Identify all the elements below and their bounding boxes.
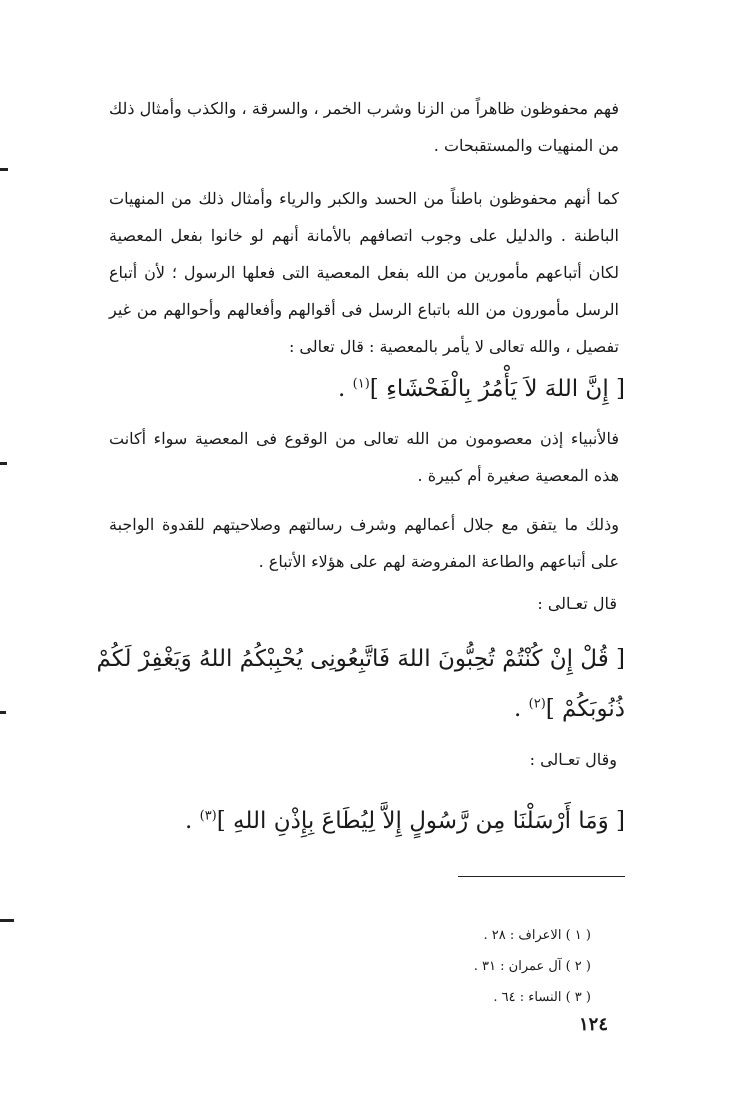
verse-text: [ قُلْ إِنْ كُنْتُمْ تُحِبُّونَ اللهَ فَاتَّبِعُونِى يُحْبِبْكُمُ اللهُ وَيَغْفِرْ لَكُمْ ذُنُوبَكُمْ ]	[96, 646, 625, 722]
margin-mark	[0, 919, 14, 922]
footnote-reference: (١)	[352, 376, 370, 392]
paragraph-external-protection: فهم محفوظون ظاهراً من الزنا وشرب الخمر ، والسرقة ، والكذب وأمثال ذلك من المنهيات والمستقبحات .	[109, 99, 619, 155]
quran-verse	[95, 796, 625, 846]
footnote-reference: (٢)	[528, 696, 546, 712]
footnote-item: ( ١ ) الاعراف : ٢٨ .	[483, 928, 591, 943]
verse-intro-heading: قال تعـالى :	[537, 594, 617, 613]
margin-mark	[0, 168, 8, 171]
verse-intro-heading: وقال تعـالى :	[529, 750, 617, 769]
verse-end-mark: .	[514, 696, 529, 722]
verse-text: [ وَمَا أَرْسَلْنَا مِن رَّسُولٍ إِلاَّ لِيُطَاعَ بِإِذْنِ اللهِ ]	[216, 808, 625, 834]
verse-text: [ إِنَّ اللهَ لاَ يَأْمُرُ بِالْفَحْشَاءِ ]	[369, 376, 625, 402]
verse-end-mark: .	[338, 376, 353, 402]
margin-mark	[0, 462, 7, 465]
paragraph-role-model: وذلك ما يتفق مع جلال أعمالهم وشرف رسالتهم وصلاحيتهم للقدوة الواجبة على أتباعهم والطاعة المفروضة لهم على هؤلاء الأتباع .	[109, 515, 619, 571]
margin-mark	[0, 711, 6, 714]
quran-verse	[95, 634, 625, 734]
footnote-separator	[458, 876, 625, 877]
paragraph-prophets-infallible: فالأنبياء إذن معصومون من الله تعالى من الوقوع فى المعصية سواء أكانت هذه المعصية صغيرة أم كبيرة .	[109, 429, 620, 485]
footnote-item: ( ٣ ) النساء : ٦٤ .	[493, 990, 591, 1005]
paragraph-internal-protection: كما أنهم محفوظون باطناً من الحسد والكبر والرياء وأمثال ذلك من المنهيات الباطنة . والدليل على وجوب اتصافهم بالأمانة أنهم لو خانوا بفعل المعصية لكان أتباعهم مأمورين من الله بفعل المعصية التى فعلها الرسول ؛ لأن أتباع الرسل مأمورون من الله باتباع الرسل فى أقوالهم وأفعالهم وأحوالهم من غير تفصيل ، والله تعالى لا يأمر بالمعصية : قال تعالى :	[109, 189, 620, 356]
footnote-item: ( ٢ ) آل عمران : ٣١ .	[473, 959, 591, 974]
verse-end-mark: .	[184, 808, 200, 834]
footnotes	[474, 920, 591, 1013]
page-number: ١٢٤	[578, 1014, 608, 1035]
footnote-reference: (٣)	[199, 808, 217, 824]
quran-verse	[95, 364, 625, 414]
